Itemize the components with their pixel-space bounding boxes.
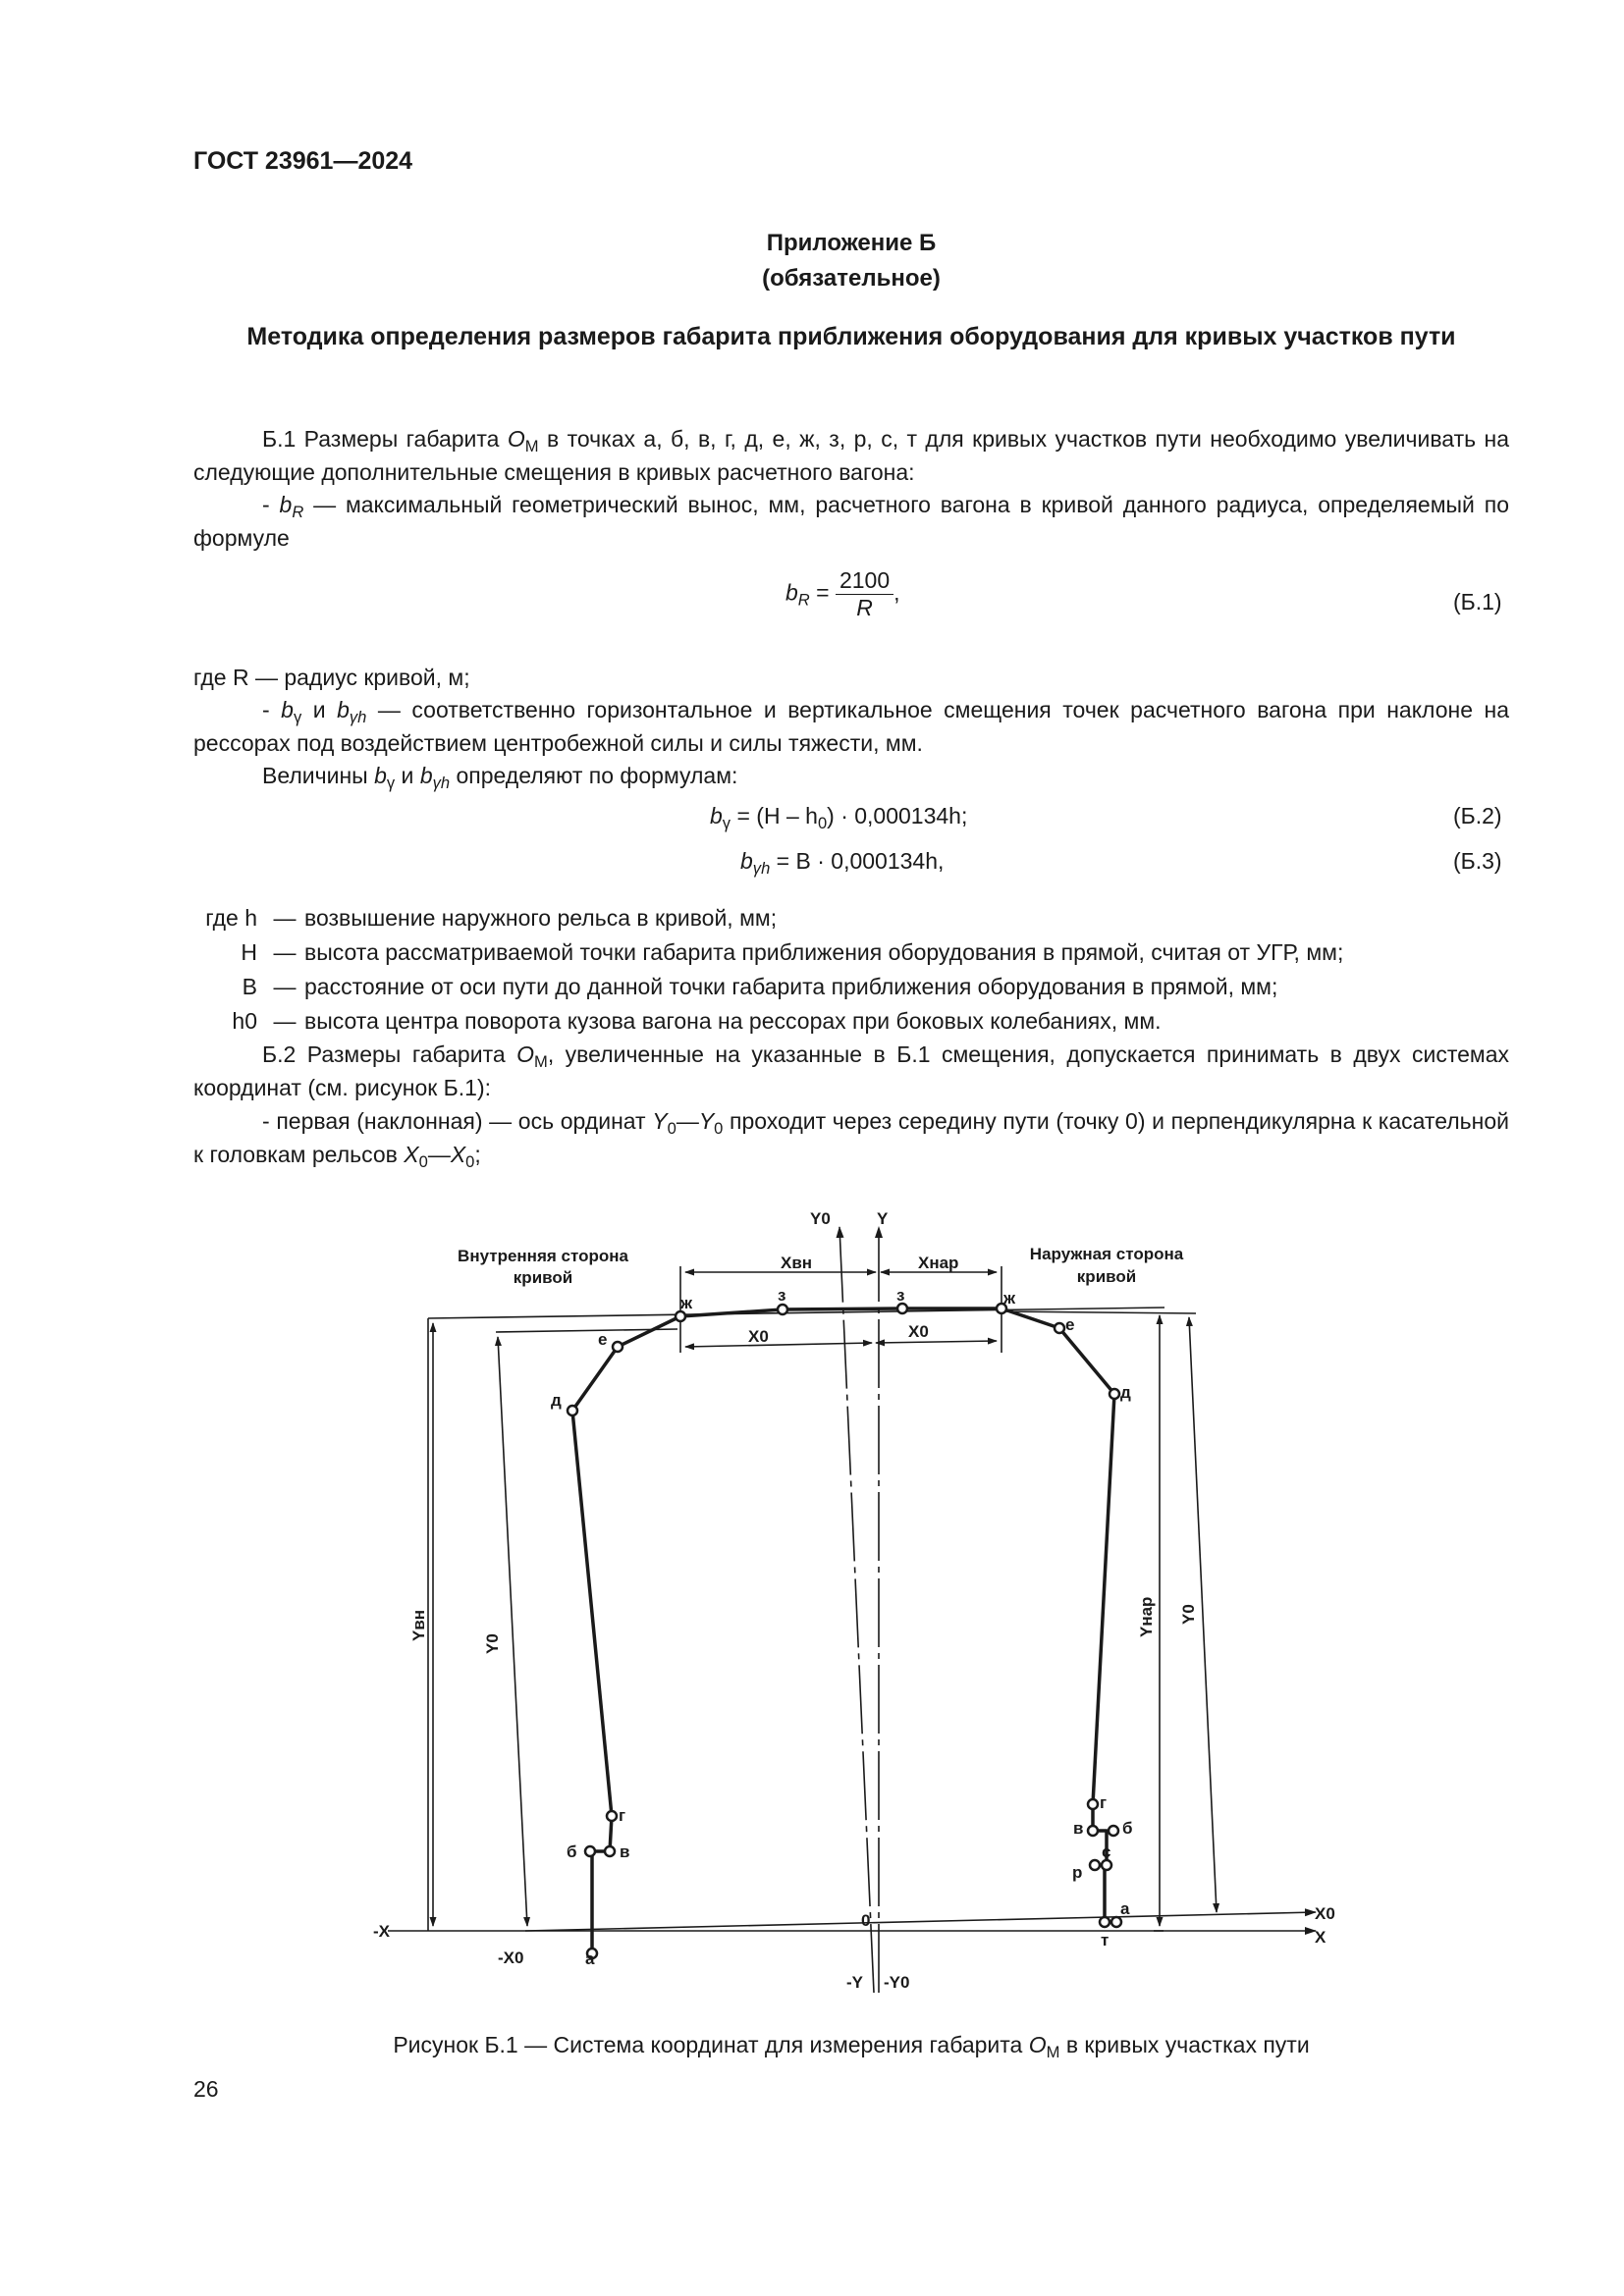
appendix-title: Приложение Б	[766, 230, 937, 256]
point-v-right	[1088, 1826, 1098, 1836]
label-point-d-right: д	[1120, 1383, 1131, 1402]
dim-y0-left	[498, 1337, 527, 1926]
gauge-outline-left	[572, 1308, 1001, 1953]
dim-x0-left	[685, 1343, 872, 1347]
point-b-right	[1109, 1826, 1118, 1836]
label-outer-side-1: Наружная сторона	[1029, 1245, 1184, 1263]
point-g-right	[1088, 1799, 1098, 1809]
label-x0-axis: X0	[1315, 1904, 1335, 1923]
section-title: Методика определения размеров габарита приближения оборудования для кривых участков пути	[246, 323, 1456, 350]
label-point-zh-left: ж	[680, 1294, 693, 1312]
label-point-e-left: е	[598, 1330, 608, 1349]
label-minus-y: -Y	[846, 1973, 863, 1992]
label-minus-x0: -X0	[498, 1949, 524, 1967]
appendix-status: (обязательное)	[762, 265, 941, 292]
y0-axis	[839, 1227, 874, 1993]
label-point-e-right: е	[1065, 1315, 1075, 1334]
label-point-b-right: б	[1122, 1819, 1133, 1838]
point-e-left	[613, 1342, 623, 1352]
label-point-zh-right: ж	[1003, 1289, 1016, 1308]
point-d-left	[568, 1406, 577, 1415]
formula-number-b3: (Б.3)	[1453, 848, 1502, 874]
paragraph-b1: Б.1 Размеры габарита $O_М$ в точках а, б, в, г, д, е, ж, з, р, с, т для кривых участков пути необходимо увеличивать на следующие дополнительные смещения в кривых расчетного вагона:	[193, 426, 1509, 485]
formula-b3: $b_{\gamma h} = B \cdot 0,000134h$,	[740, 848, 945, 878]
point-g-left	[607, 1811, 617, 1821]
formula-number-b2: (Б.2)	[1453, 803, 1502, 828]
definition-item: где h — возвышение наружного рельса в кривой, мм;	[205, 905, 778, 931]
formula-number-b1: (Б.1)	[1453, 589, 1502, 614]
label-point-a-left: а	[585, 1949, 595, 1968]
definition-item: H — высота рассматриваемой точки габарита приближения оборудования в прямой, считая от УГР, мм;	[241, 939, 1344, 965]
x0-axis	[525, 1912, 1316, 1931]
label-point-z-right: з	[896, 1286, 905, 1305]
paragraph-offsets: - $b_\gamma$ и $b_{\gamma h}$ — соответственно горизонтальное и вертикальное смещения точек расчетного вагона при наклоне на рессорах под воздействием центробежной силы и силы тяжести, мм.	[193, 697, 1509, 756]
point-z-right	[897, 1304, 907, 1313]
label-point-a-right: а	[1120, 1899, 1130, 1918]
formula-b1: $b_R$ = $\frac{2100}{R}$ ,	[785, 567, 900, 620]
label-y0-top: Y0	[810, 1209, 831, 1228]
fraction: $\frac{2100}{R}$	[836, 567, 893, 621]
label-x0-right: X0	[908, 1322, 929, 1341]
figure-caption: Рисунок Б.1 — Система координат для измерения габарита $O_М$ в кривых участках пути	[393, 2032, 1310, 2061]
paragraph-radius: где R — радиус кривой, м;	[193, 665, 470, 690]
label-x-vn: Xвн	[781, 1254, 813, 1272]
label-inner-side-2: кривой	[513, 1268, 573, 1287]
label-x-nar: Xнар	[918, 1254, 959, 1272]
point-z-left	[778, 1305, 787, 1314]
label-y-nar: Yнар	[1137, 1596, 1156, 1637]
label-point-r-right: р	[1072, 1863, 1083, 1882]
label-inner-side-1: Внутренняя сторона	[458, 1247, 628, 1265]
definition-item: h0 — высота центра поворота кузова вагона на рессорах при боковых колебаниях, мм.	[232, 1008, 1162, 1034]
definition-item: B — расстояние от оси пути до данной точки габарита приближения оборудования в прямой, мм;	[242, 974, 1278, 999]
label-minus-y0: -Y0	[884, 1973, 910, 1992]
label-y-top: Y	[877, 1209, 889, 1228]
page-number: 26	[193, 2076, 219, 2102]
paragraph-b2: Б.2 Размеры габарита $O_М$, увеличенные на указанные в Б.1 смещения, допускается принимать в двух системах координат (см. рисунок Б.1):	[193, 1041, 1509, 1100]
point-s-right	[1102, 1860, 1111, 1870]
label-minus-x: -X	[373, 1922, 390, 1941]
paragraph-br: - $b_R$ — максимальный геометрический вынос, мм, расчетного вагона в кривой данного радиуса, определяемый по формуле	[193, 492, 1509, 551]
label-x0-left: X0	[748, 1327, 769, 1346]
label-point-s-right: с	[1102, 1842, 1111, 1861]
dim-x0-right	[876, 1341, 997, 1343]
paragraph-values: Величины $b_\gamma$ и $b_{\gamma h}$ определяют по формулам:	[262, 763, 738, 792]
point-a-right	[1111, 1917, 1121, 1927]
paragraph-first-system: - первая (наклонная) — ось ординат $Y_0—Y_0$ проходит через середину пути (точку 0) и перпендикулярна к касательной к головкам рельсов $X_0—X_0$;	[193, 1108, 1509, 1171]
label-point-g-left: г	[619, 1806, 626, 1825]
label-outer-side-2: кривой	[1076, 1267, 1137, 1286]
label-point-v-right: в	[1073, 1819, 1084, 1838]
formula-b2: $b_\gamma = (H - h_0) \cdot 0,000134h$;	[710, 803, 968, 832]
point-b-left	[585, 1846, 595, 1856]
label-x-axis: X	[1315, 1928, 1326, 1947]
label-point-g-right: г	[1100, 1793, 1108, 1812]
point-t-right	[1100, 1917, 1110, 1927]
point-v-left	[605, 1846, 615, 1856]
label-y0-right: Y0	[1179, 1604, 1198, 1625]
label-point-t-right: т	[1101, 1931, 1110, 1949]
standard-header: ГОСТ 23961—2024	[193, 147, 413, 175]
label-y0-left: Y0	[483, 1633, 502, 1654]
label-point-d-left: д	[551, 1391, 562, 1410]
point-e-right	[1055, 1323, 1064, 1333]
label-point-b-left: б	[567, 1842, 577, 1861]
point-r-right	[1090, 1860, 1100, 1870]
label-point-v-left: в	[620, 1842, 630, 1861]
point-zh-left	[676, 1311, 685, 1321]
label-y-vn: Yвн	[409, 1609, 428, 1641]
label-point-z-left: з	[778, 1286, 786, 1305]
point-d-right	[1110, 1389, 1119, 1399]
label-origin: 0	[861, 1911, 871, 1930]
